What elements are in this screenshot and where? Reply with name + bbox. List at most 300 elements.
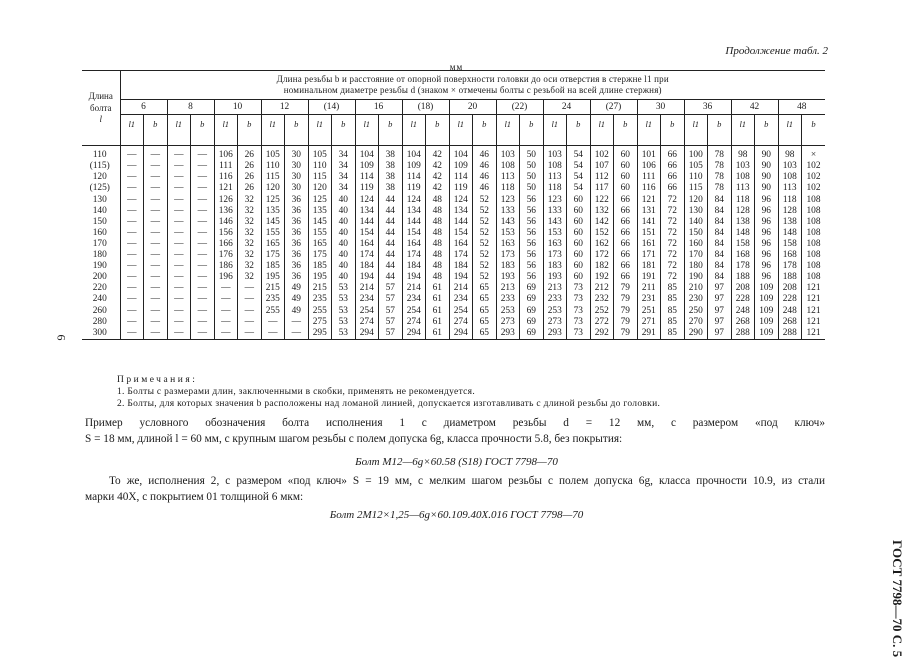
diameter-header: (22) [496,100,543,115]
table-cell: 60 [614,183,638,194]
table-cell: 44 [379,261,403,272]
table-cell: 97 [708,294,732,305]
table-cell: 61 [426,317,450,328]
table-cell: 48 [426,261,450,272]
table-cell: — [214,328,238,340]
table-cell: 40 [332,228,356,239]
l1-subheader: l1 [778,115,802,146]
table-cell: 36 [285,239,309,250]
table-cell: 109 [402,161,426,172]
table-cell: — [167,228,191,239]
table-cell: 121 [806,316,821,327]
table-cell: 115 [684,183,708,194]
table-row [82,239,825,250]
table-cell: 208 [731,283,755,294]
table-cell: 101 [637,150,661,161]
header-description-line: Длина резьбы b и расстояние от опорной поверхности головки до оси отверстия в стержне l1 при [276,74,669,84]
table-cell: 268 [778,317,802,328]
table-cell: 134 [449,206,473,217]
column-header-bolt-length [82,71,120,146]
table-cell: 173 [496,250,520,261]
table-cell: — [191,272,215,283]
table-cell: 273 [496,317,520,328]
table-cell: 248 [731,306,755,317]
table-cell: — [191,239,215,250]
table-cell: 133 [496,206,520,217]
table-cell: 155 [261,228,285,239]
table-row [82,195,825,206]
table-cell: 168 [778,250,802,261]
table-cell: 40 [332,272,356,283]
table-cell: 66 [614,195,638,206]
table-cell: 111 [214,161,238,172]
table-cell: 53 [332,306,356,317]
table-cell: 114 [402,172,426,183]
table-cell: 250 [684,306,708,317]
table-cell: 26 [238,161,262,172]
table-cell: 34 [332,161,356,172]
table-cell: 109 [449,161,473,172]
table-cell: 181 [637,261,661,272]
table-cell: 254 [449,306,473,317]
table-cell: 294 [402,328,426,340]
table-cell: — [214,306,238,317]
table-cell: — [120,195,144,206]
table-cell: 98 [778,150,802,161]
table-cell: 84 [708,250,732,261]
table-cell: 54 [567,183,591,194]
table-cell: 105 [308,150,332,161]
table-cell: 61 [426,283,450,294]
table-cell: — [285,317,309,328]
table-cell: 108 [543,161,567,172]
table-cell: 34 [332,172,356,183]
table-cell: 274 [355,317,379,328]
table-cell: 211 [637,283,661,294]
table-cell: — [167,328,191,340]
table-cell: 135 [308,206,332,217]
page-number: 6 [54,334,69,341]
table-cell: 73 [567,294,591,305]
table-cell: 130 [684,206,708,217]
table-cell: 235 [308,294,332,305]
continuation-label: Продолжение табл. 2 [725,45,828,57]
table-cell: 96 [755,195,779,206]
table-cell: 66 [661,150,685,161]
table-cell: 290 [684,328,708,340]
diameter-header: 20 [449,100,496,115]
table-cell: — [167,183,191,194]
table-cell: 251 [637,306,661,317]
table-cell: — [191,228,215,239]
b-subheader: b [811,119,816,130]
table-cell: × [810,150,817,161]
table-cell: 90 [755,183,779,194]
table-cell: 38 [379,161,403,172]
b-subheader: b [238,115,262,146]
table-cell: — [144,239,168,250]
table-row [82,250,825,261]
table-cell: 36 [285,250,309,261]
table-cell: 138 [778,217,802,228]
table-cell: 44 [379,228,403,239]
notes-block [117,374,660,410]
table-cell: 65 [473,328,497,340]
diameter-header: (18) [402,100,449,115]
table-cell: 162 [590,239,614,250]
table-cell: 234 [355,294,379,305]
table-cell: 148 [778,228,802,239]
table-cell: 96 [755,272,779,283]
table-cell: 161 [637,239,661,250]
table-cell: 108 [806,261,821,272]
table-row [82,161,825,172]
table-cell: 108 [806,205,821,216]
example-1-line-1: Пример условного обозначения болта исполнения 1 с диаметром резьбы d = 12 мм, с размером «под ключ» [85,417,825,429]
table-cell: — [120,261,144,272]
table-cell: 153 [543,228,567,239]
table-cell: 44 [379,206,403,217]
table-cell: 72 [661,272,685,283]
table-cell: 293 [543,328,567,340]
table-cell: 65 [473,306,497,317]
table-cell: 96 [755,217,779,228]
table-cell: 60 [567,195,591,206]
table-cell: 232 [590,294,614,305]
table-cell: 66 [614,261,638,272]
table-cell: 50 [520,161,544,172]
table-cell: 104 [449,150,473,161]
table-cell: 32 [238,217,262,228]
b-subheader: b [755,115,779,146]
table-cell: — [120,150,144,161]
table-cell: 50 [520,183,544,194]
table-cell: 274 [449,317,473,328]
table-cell: 134 [402,206,426,217]
l1-subheader: l1 [731,115,755,146]
table-cell: 38 [379,150,403,161]
table-cell: 117 [590,183,614,194]
table-cell: 97 [708,328,732,340]
diameter-header: 16 [355,100,402,115]
table-cell: 214 [355,283,379,294]
table-cell: — [191,317,215,328]
table-cell: 134 [355,206,379,217]
table-cell: 104 [402,150,426,161]
table-cell: 84 [708,206,732,217]
table-cell: 48 [426,195,450,206]
table-cell: 66 [661,172,685,183]
table-cell: 108 [806,250,821,261]
table-cell: 123 [496,195,520,206]
table-cell: 119 [449,183,473,194]
table-cell: 78 [708,183,732,194]
table-cell: 121 [806,283,821,294]
table-cell: — [144,195,168,206]
table-cell: 108 [778,172,802,183]
table-cell: 48 [426,272,450,283]
table-cell: — [238,283,262,294]
table-cell: 96 [755,206,779,217]
table-cell: — [191,294,215,305]
table-cell: — [167,206,191,217]
table-cell: 57 [379,306,403,317]
table-cell: 57 [379,294,403,305]
table-cell: 66 [661,161,685,172]
table-cell: 175 [308,250,332,261]
table-cell: 48 [426,217,450,228]
table-cell: — [191,250,215,261]
table-cell: 60 [614,150,638,161]
table-cell: 164 [449,239,473,250]
designation-1: Болт М12—6g×60.58 (S18) ГОСТ 7798—70 [355,456,558,468]
table-cell: 143 [496,217,520,228]
table-cell: 44 [379,250,403,261]
table-cell: 268 [731,317,755,328]
table-cell: 90 [755,172,779,183]
table-cell: — [238,294,262,305]
table-cell: — [214,317,238,328]
b-subheader: b [520,115,544,146]
table-cell: 126 [214,195,238,206]
table-cell: 84 [708,195,732,206]
table-cell: 109 [755,283,779,294]
table-cell: 124 [402,195,426,206]
table-cell: — [214,294,238,305]
table-cell: 85 [661,328,685,340]
table-cell: 192 [590,272,614,283]
table-cell: 97 [708,317,732,328]
table-cell: 48 [426,206,450,217]
table-cell: — [144,228,168,239]
table-cell: 109 [755,306,779,317]
table-cell: 30 [285,161,309,172]
table-cell: 272 [590,317,614,328]
table-cell: 32 [238,239,262,250]
table-cell: 44 [379,195,403,206]
table-cell: 44 [379,239,403,250]
table-row [82,150,825,161]
table-cell: — [120,294,144,305]
table-cell: 54 [567,150,591,161]
l1-subheader: l1 [355,115,379,146]
table-cell: 56 [520,239,544,250]
table-cell: 108 [806,216,821,227]
table-cell: 57 [379,328,403,340]
table-cell: 214 [449,283,473,294]
table-cell: — [120,328,144,340]
table-cell: 114 [355,172,379,183]
table-cell: 109 [755,317,779,328]
table-cell: 96 [755,228,779,239]
table-cell: 154 [355,228,379,239]
table-cell: 85 [661,317,685,328]
table-cell: 254 [402,306,426,317]
table-row [82,306,825,317]
table-cell: — [144,217,168,228]
table-cell: 165 [261,239,285,250]
table-cell: 26 [238,150,262,161]
table-cell: 128 [778,206,802,217]
table-cell: 105 [261,150,285,161]
table-cell: — [120,283,144,294]
table-cell: 138 [731,217,755,228]
table-cell: 166 [214,239,238,250]
table-cell: 125 [261,195,285,206]
table-cell: 295 [308,328,332,340]
table-cell: — [144,250,168,261]
table-cell: — [167,161,191,172]
l1-subheader: l1 [449,115,473,146]
table-cell: 49 [285,283,309,294]
table-cell: 78 [708,161,732,172]
table-cell: 103 [731,161,755,172]
bolt-length-cell: 190 [82,261,120,272]
table-cell: 36 [285,228,309,239]
table-cell: 85 [661,283,685,294]
table-cell: 252 [590,306,614,317]
table-cell: 69 [520,294,544,305]
b-subheader: b [379,115,403,146]
table-cell: — [261,317,285,328]
table-cell: 152 [590,228,614,239]
table-cell: 56 [520,261,544,272]
b-subheader: b [144,115,168,146]
table-cell: 60 [567,228,591,239]
table-cell: 96 [755,250,779,261]
table-cell: 141 [637,217,661,228]
table-cell: 144 [449,217,473,228]
table-cell: 116 [637,183,661,194]
table-cell: — [120,172,144,183]
table-cell: 193 [496,272,520,283]
table-cell: 120 [684,195,708,206]
table-cell: 176 [214,250,238,261]
table-cell: 108 [806,272,821,283]
table-cell: 32 [238,250,262,261]
table-cell: 57 [379,283,403,294]
table-cell: 102 [806,172,821,183]
table-cell: 44 [379,217,403,228]
table-cell: 108 [806,194,821,205]
table-cell: 173 [543,250,567,261]
notes-heading: Примечания: [117,375,198,385]
table-cell: — [144,294,168,305]
table-cell: 114 [449,172,473,183]
table-cell: 184 [355,261,379,272]
table-cell: — [167,317,191,328]
table-cell: 36 [285,261,309,272]
table-cell: 188 [778,272,802,283]
table-cell: 61 [426,328,450,340]
example-2-line-1: То же, исполнения 2, с размером «под ключ» S = 19 мм, с мелким шагом резьбы с полем допуска 6g, класса прочности 10.9, из стали [109,475,825,487]
table-cell: 73 [567,328,591,340]
table-cell: — [144,161,168,172]
table-row [82,317,825,328]
table-cell: 56 [520,195,544,206]
table-cell: 110 [261,161,285,172]
l1-subheader: l1 [214,115,238,146]
table-cell: — [144,306,168,317]
table-cell: 136 [214,206,238,217]
table-cell: 40 [332,250,356,261]
table-cell: 100 [684,150,708,161]
note-1: 1. Болты с размерами длин, заключенными в скобки, применять не рекомендуется. [117,387,476,397]
table-cell: 194 [402,272,426,283]
table-cell: 42 [426,161,450,172]
table-row [82,172,825,183]
table-cell: 40 [332,239,356,250]
table-cell: — [144,261,168,272]
table-cell: 109 [755,294,779,305]
l1-subheader: l1 [120,115,144,146]
example-1 [85,415,825,447]
table-cell: 155 [308,228,332,239]
table-cell: 235 [261,294,285,305]
table-cell: 160 [684,239,708,250]
table-cell: 48 [426,250,450,261]
table-cell: 212 [590,283,614,294]
table-cell: — [167,217,191,228]
table-cell: 158 [778,239,802,250]
table-cell: 184 [402,261,426,272]
designation-2: Болт 2М12×1,25—6g×60.109.40Х.016 ГОСТ 7798—70 [329,509,584,521]
diameter-header: 8 [167,100,214,115]
bolt-length-cell: 140 [82,206,120,217]
table-cell: — [167,195,191,206]
table-cell: 228 [731,294,755,305]
table-row [82,283,825,294]
table-cell: 40 [332,206,356,217]
table-cell: 210 [684,283,708,294]
table-cell: 102 [806,161,821,172]
bolt-length-cell: 180 [82,250,120,261]
table-cell: 132 [590,206,614,217]
table-row [82,294,825,305]
table-cell: 164 [355,239,379,250]
table-cell: 288 [731,328,755,340]
table-cell: — [144,206,168,217]
table-cell: 142 [590,217,614,228]
table-cell: 180 [684,261,708,272]
l1-subheader: l1 [496,115,520,146]
table-cell: 60 [614,161,638,172]
table-cell: 72 [661,250,685,261]
table-cell: — [238,328,262,340]
table-cell: 102 [590,150,614,161]
bolt-length-cell: 260 [82,306,120,317]
l1-subheader: l1 [590,115,614,146]
table-cell: 121 [806,327,821,338]
table-cell: 106 [637,161,661,172]
table-cell: 233 [543,294,567,305]
table-cell: 66 [661,183,685,194]
table-cell: 112 [590,172,614,183]
table-cell: — [191,283,215,294]
table-cell: 108 [806,238,821,249]
table-cell: 288 [778,328,802,340]
table-cell: 42 [426,150,450,161]
table-cell: 66 [614,206,638,217]
table-cell: 150 [684,228,708,239]
table-cell: 84 [708,272,732,283]
table-cell: — [144,172,168,183]
table-cell: 69 [520,283,544,294]
table-cell: 102 [806,183,821,194]
table-cell: 190 [684,272,708,283]
header-description [120,71,825,100]
table-cell: — [167,172,191,183]
